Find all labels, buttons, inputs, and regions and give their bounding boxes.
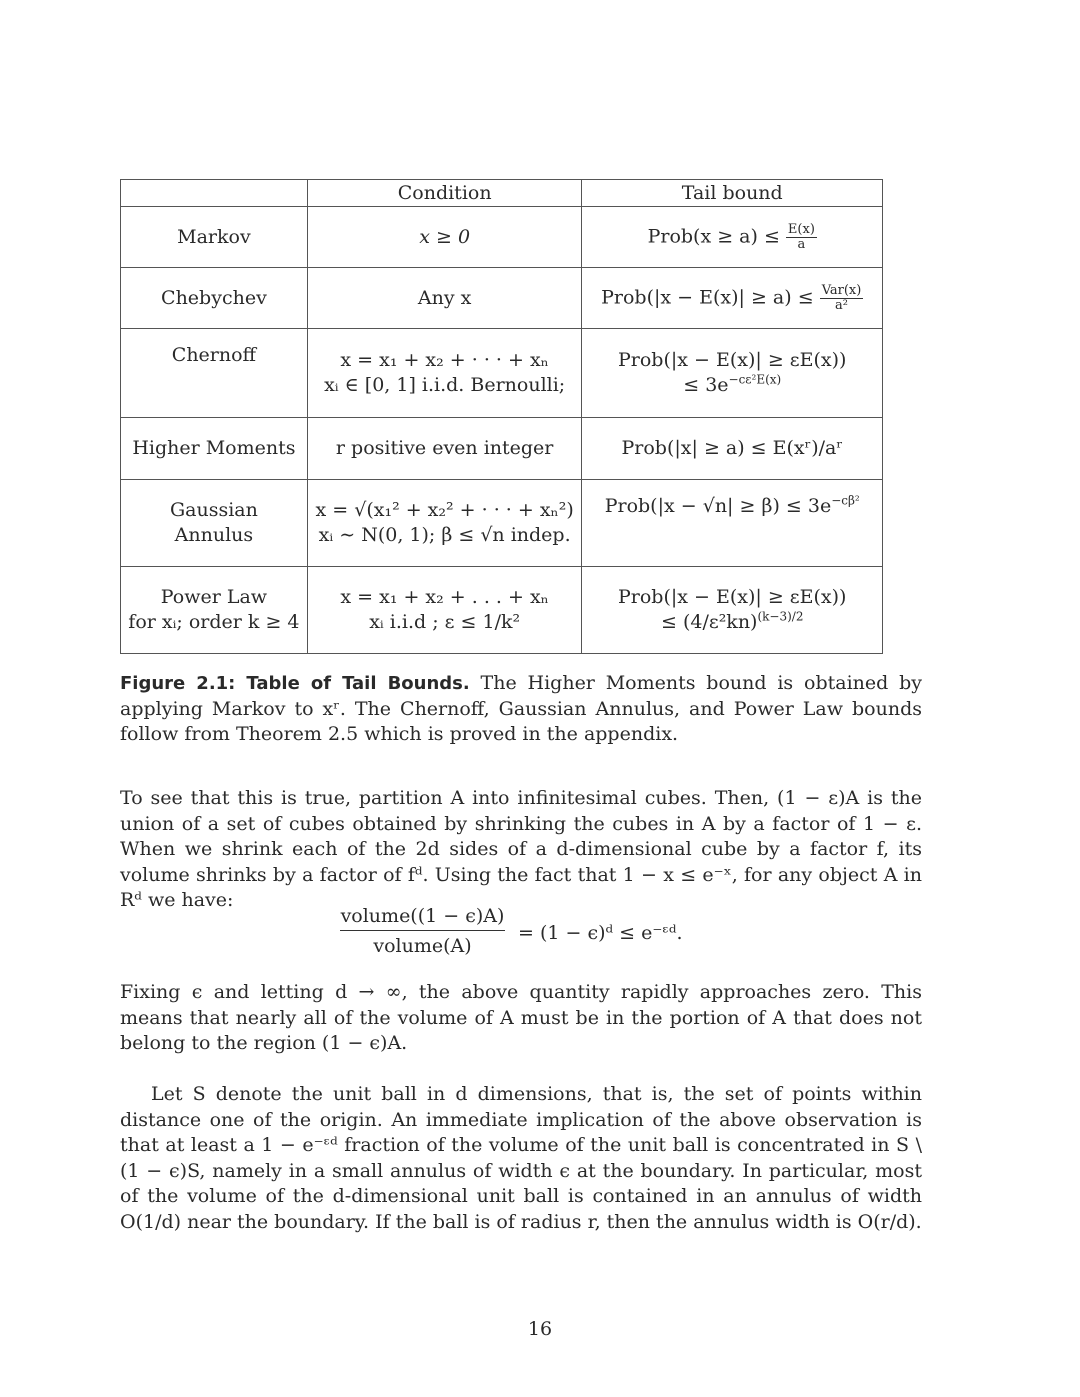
header-tail-bound: Tail bound (582, 180, 883, 207)
gaussian-exponent: −cβ² (831, 493, 860, 508)
equation-numerator: volume((1 − ϵ)A) (340, 905, 505, 931)
table-header-row (121, 180, 883, 207)
caption-label: Figure 2.1: Table of Tail Bounds. (120, 673, 470, 694)
row-condition: Any x (307, 268, 582, 329)
chernoff-exponent: −cε²E(x) (728, 372, 782, 387)
markov-fraction: $\frac{E(x)}{a}$ (787, 221, 815, 252)
volume-equation (340, 905, 760, 965)
table-row (121, 418, 883, 480)
row-condition: r positive even integer (307, 418, 582, 480)
row-bound: Prob(x ≥ a) ≤ $\frac{E(x)}{a}$ (582, 207, 883, 268)
equation-rhs: = (1 − ϵ)ᵈ ≤ e⁻ᵋᵈ. (518, 922, 683, 944)
page-number: 16 (527, 1318, 553, 1340)
table-row (121, 207, 883, 268)
row-bound: Prob(|x| ≥ a) ≤ E(xʳ)/aʳ (582, 418, 883, 480)
row-condition: x = √(x₁² + x₂² + · · · + xₙ²) xᵢ ∼ N(0, 1); β ≤ √n indep. (307, 480, 582, 567)
paragraph-2: Fixing ϵ and letting d → ∞, the above quantity rapidly approaches zero. This means that nearly all of the volume of A must be in the portion of A that does not belong to the region (1 − ϵ)A. (120, 981, 922, 1054)
caption-text: The Higher Moments bound is obtained by applying Markov to xʳ. The Chernoff, Gaussian Annulus, and Power Law bounds follow from Theorem 2.5 which is proved in the appendix. (120, 672, 922, 745)
row-name: Markov (121, 207, 308, 268)
equation-denominator: volume(A) (373, 935, 472, 957)
equation-fraction (340, 905, 505, 957)
figure-caption (120, 671, 922, 748)
row-name: Chebychev (121, 268, 308, 329)
row-name: Higher Moments (121, 418, 308, 480)
row-name: Power Law for xᵢ; order k ≥ 4 (121, 567, 308, 654)
header-empty (121, 180, 308, 207)
row-condition: x = x₁ + x₂ + . . . + xₙ xᵢ i.i.d ; ε ≤ 1/k² (307, 567, 582, 654)
row-bound: Prob(|x − E(x)| ≥ a) ≤ $\frac{\text{Var(x)}}{\text{a²}}$ (582, 268, 883, 329)
table-row (121, 329, 883, 418)
row-name: Chernoff (121, 329, 308, 418)
paragraph-3: Let S denote the unit ball in d dimensions, that is, the set of points within distance one of the origin. An immediate implication of the above observation is that at least a 1 − e⁻ᵋᵈ fraction of the volume of the unit ball is concentrated in S \ (1 − ϵ)S, namely in a small annulus of width ϵ at the boundary. In particular, most of the volume of the d-dimensional unit ball is contained in an annulus of width O(1/d) near the boundary. If the ball is of radius r, then the annulus width is O(r/d). (120, 1083, 922, 1233)
chebychev-fraction: $\frac{\text{Var(x)}}{\text{a²}}$ (821, 282, 862, 313)
row-bound: Prob(|x − $√n| \ge \beta) \le 3e^{-c\beta^2}$ (582, 480, 883, 567)
row-bound: Prob(|x − E(x)| ≥ εE(x)) ≤ $3e^{-c\varepsilon^2E(x)}$ (582, 329, 883, 418)
table-row (121, 480, 883, 567)
power-law-exponent: (k−3)/2 (757, 609, 804, 624)
table-row (121, 268, 883, 329)
table-row (121, 567, 883, 654)
row-condition: x ≥ 0 (307, 207, 582, 268)
header-condition: Condition (307, 180, 582, 207)
paragraph-1: To see that this is true, partition A into infinitesimal cubes. Then, (1 − ε)A is the union of a set of cubes obtained by shrinking the cubes in A by a factor of 1 − ε. When we shrink each of the 2d sides of a d-dimensional cube by a factor f, its volume shrinks by a factor of fᵈ. Using the fact that 1 − x ≤ e⁻ˣ, for any object A in Rᵈ we have: (120, 787, 922, 911)
row-name: Gaussian Annulus (121, 480, 308, 567)
row-bound: Prob(|x − E(x)| ≥ εE(x)) ≤ $(4/\varepsilon^2kn)^{(k-3)/2}$ (582, 567, 883, 654)
row-condition: x = x₁ + x₂ + · · · + xₙ xᵢ ∈ [0, 1] i.i.d. Bernoulli; (307, 329, 582, 418)
tail-bounds-table (120, 179, 883, 654)
